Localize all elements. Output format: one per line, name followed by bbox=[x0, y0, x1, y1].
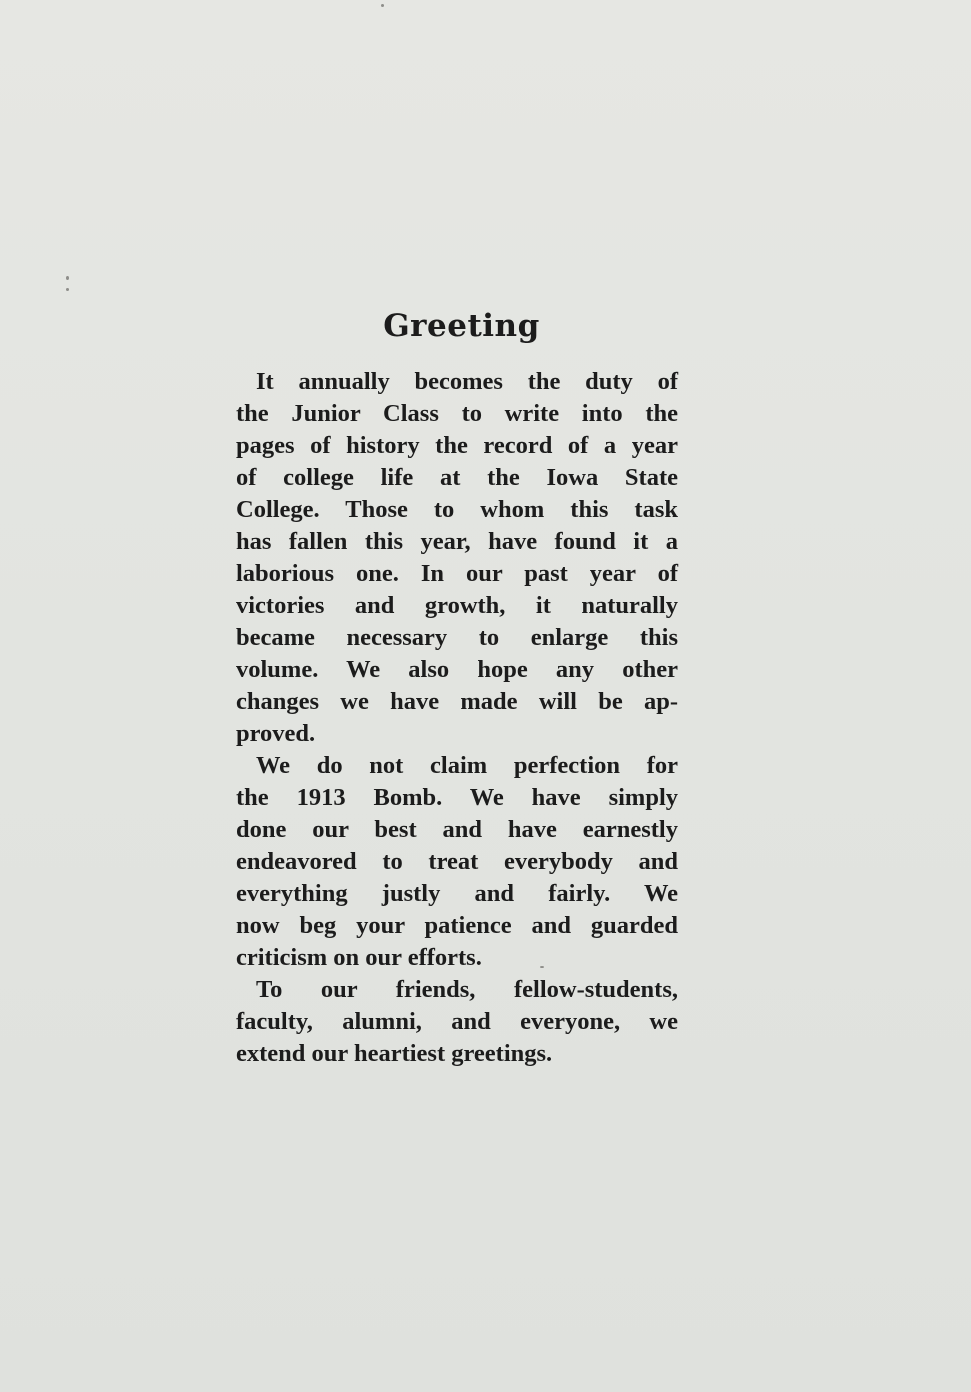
paper-speck bbox=[66, 276, 69, 280]
text-line: We do not claim perfection for bbox=[256, 752, 678, 779]
text-line: became necessary to enlarge this bbox=[236, 624, 678, 651]
text-line: the 1913 Bomb. We have simply bbox=[236, 784, 678, 811]
text-line: pages of history the record of a year bbox=[236, 432, 678, 459]
text-line: proved. bbox=[236, 720, 316, 747]
text-line: endeavored to treat everybody and bbox=[236, 848, 678, 875]
text-line: College. Those to whom this task bbox=[236, 496, 678, 523]
text-line: now beg your patience and guarded bbox=[236, 912, 678, 939]
paragraph bbox=[236, 750, 678, 974]
text-line: changes we have made will be ap- bbox=[236, 688, 678, 715]
text-line: done our best and have earnestly bbox=[236, 816, 678, 843]
document-body bbox=[236, 366, 678, 1070]
text-line: the Junior Class to write into the bbox=[236, 400, 678, 427]
text-line: laborious one. In our past year of bbox=[236, 560, 678, 587]
text-line: faculty, alumni, and everyone, we bbox=[236, 1008, 678, 1035]
text-line: everything justly and fairly. We bbox=[236, 880, 678, 907]
text-line: To our friends, fellow-students, bbox=[256, 976, 678, 1003]
text-line: has fallen this year, have found it a bbox=[236, 528, 678, 555]
text-line: volume. We also hope any other bbox=[236, 656, 678, 683]
paper-speck bbox=[381, 4, 384, 7]
text-line: criticism on our efforts. bbox=[236, 944, 482, 971]
text-line: extend our heartiest greetings. bbox=[236, 1040, 553, 1067]
paragraph bbox=[236, 974, 678, 1070]
text-line: victories and growth, it naturally bbox=[236, 592, 678, 619]
text-line: It annually becomes the duty of bbox=[256, 368, 678, 395]
text-line: of college life at the Iowa State bbox=[236, 464, 678, 491]
page-title: Greeting bbox=[383, 308, 540, 344]
paper-speck bbox=[66, 288, 69, 291]
paragraph bbox=[236, 366, 678, 750]
